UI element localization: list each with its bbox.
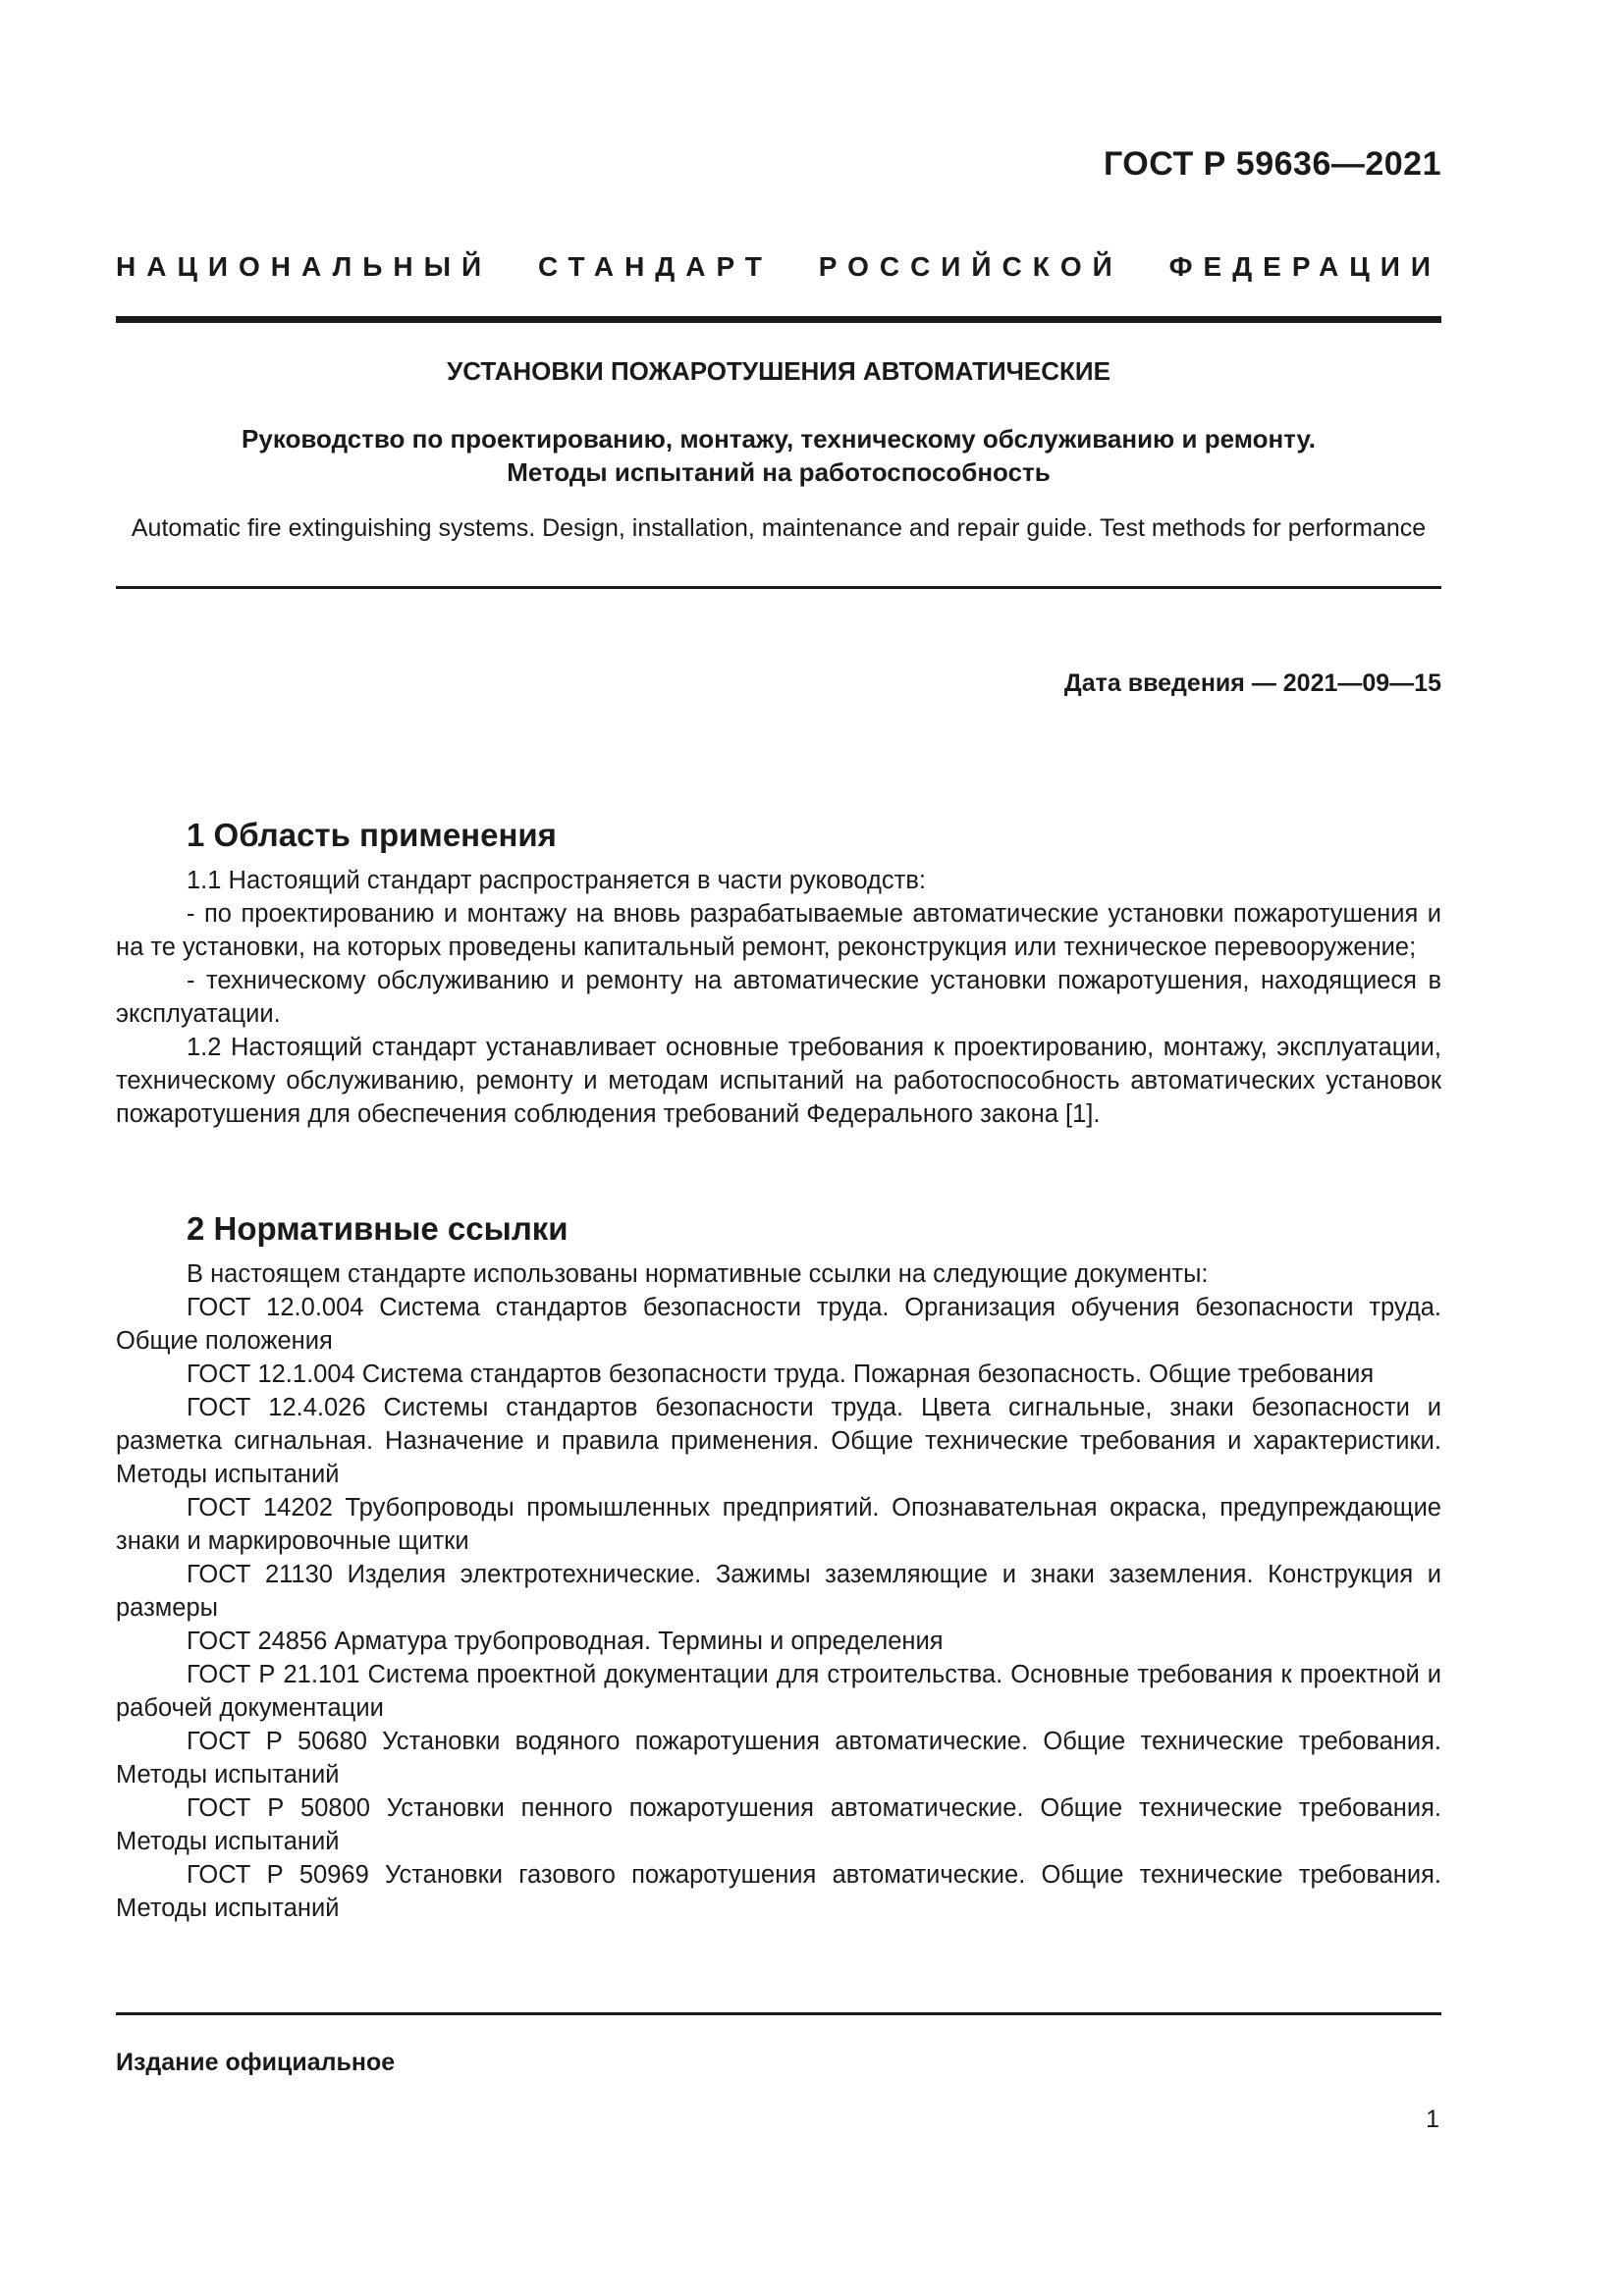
reference-item: ГОСТ Р 50800 Установки пенного пожаротушения автоматические. Общие технические требования. Методы испытаний [116,1794,1441,1855]
subtitle-line: Методы испытаний на работоспособность [507,457,1051,487]
reference-item: ГОСТ Р 21.101 Система проектной документации для строительства. Основные требования к проектной и рабочей документации [116,1661,1441,1722]
english-title: Automatic fire extinguishing systems. Design, installation, maintenance and repair guide. Test methods for performance [131,514,1427,542]
title-divider [116,586,1441,589]
reference-item: ГОСТ 12.1.004 Система стандартов безопасности труда. Пожарная безопасность. Общие требования [187,1361,1375,1388]
paragraph: - техническому обслуживанию и ремонту на автоматические установки пожаротушения, находящиеся в эксплуатации. [116,967,1441,1028]
introduction-date: Дата введения — 2021—09—15 [1063,669,1441,697]
reference-item: ГОСТ 12.0.004 Система стандартов безопасности труда. Организация обучения безопасности труда. Общие положения [116,1294,1441,1355]
document-title: УСТАНОВКИ ПОЖАРОТУШЕНИЯ АВТОМАТИЧЕСКИЕ [447,356,1110,386]
section-heading: 1 Область применения [187,817,557,853]
section-heading: 2 Нормативные ссылки [187,1210,568,1247]
reference-item: ГОСТ Р 50680 Установки водяного пожаротушения автоматические. Общие технические требования. Методы испытаний [116,1728,1441,1789]
section-scope [116,817,1441,1131]
page-number: 1 [1426,2106,1439,2133]
header-divider [116,316,1441,323]
subtitle-line: Руководство по проектированию, монтажу, техническому обслуживанию и ремонту. [242,424,1316,454]
section-body [116,1257,1441,1925]
reference-item: ГОСТ 24856 Арматура трубопроводная. Термины и определения [187,1628,944,1655]
document-number: ГОСТ Р 59636—2021 [1103,145,1441,183]
reference-item: ГОСТ Р 50969 Установки газового пожаротушения автоматические. Общие технические требования. Методы испытаний [116,1861,1441,1922]
official-edition-label: Издание официальное [116,2049,396,2076]
national-standard-banner: НАЦИОНАЛЬНЫЙ СТАНДАРТ РОССИЙСКОЙ ФЕДЕРАЦИИ [116,251,1441,282]
paragraph: 1.2 Настоящий стандарт устанавливает основные требования к проектированию, монтажу, эксплуатации, техническому обслуживанию, ремонту и методам испытаний на работоспособность автоматических установок пожаротушения для обеспечения соблюдения требований Федерального закона [1]. [116,1034,1441,1128]
document-subtitle [116,422,1441,489]
paragraph: - по проектированию и монтажу на вновь разрабатываемые автоматические установки пожаротушения и на те установки, на которых проведены капитальный ремонт, реконструкция или техническое перевооружение; [116,900,1441,961]
reference-item: ГОСТ 21130 Изделия электротехнические. Зажимы заземляющие и знаки заземления. Конструкция и размеры [116,1561,1441,1622]
section-body [116,864,1441,1131]
paragraph: В настоящем стандарте использованы нормативные ссылки на следующие документы: [187,1260,1209,1288]
footer-divider [116,2012,1441,2015]
section-normative-references [116,1210,1441,1925]
reference-item: ГОСТ 14202 Трубопроводы промышленных предприятий. Опознавательная окраска, предупреждающие знаки и маркировочные щитки [116,1494,1441,1555]
reference-item: ГОСТ 12.4.026 Системы стандартов безопасности труда. Цвета сигнальные, знаки безопасности и разметка сигнальная. Назначение и правила применения. Общие технические требования и характеристики. Методы испытаний [116,1394,1441,1488]
paragraph: 1.1 Настоящий стандарт распространяется в части руководств: [187,867,926,894]
